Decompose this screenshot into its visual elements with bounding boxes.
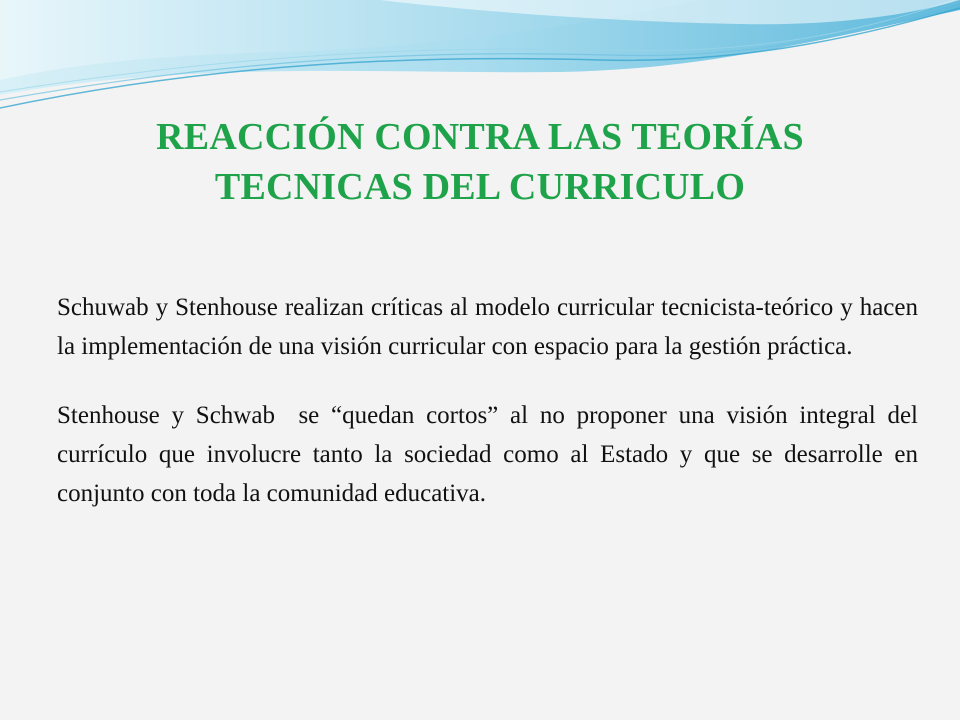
header-wave-decoration: [0, 0, 960, 130]
title-line-1: REACCIÓN CONTRA LAS TEORÍAS: [156, 116, 804, 158]
slide-title: [60, 112, 900, 212]
paragraph-2: Stenhouse y Schwab se “quedan cortos” al no proponer una visión integral del currículo que involucre tanto la sociedad como al Estado y que se desarrolle en conjunto con toda la comunidad educativa.: [57, 402, 925, 507]
title-line-2: TECNICAS DEL CURRICULO: [214, 166, 746, 208]
slide-body: [57, 288, 925, 513]
paragraph-1: Schuwab y Stenhouse realizan críticas al modelo curricular tecnicista-teórico y hacen la implementación de una visión curricular con espacio para la gestión práctica.: [57, 294, 925, 360]
